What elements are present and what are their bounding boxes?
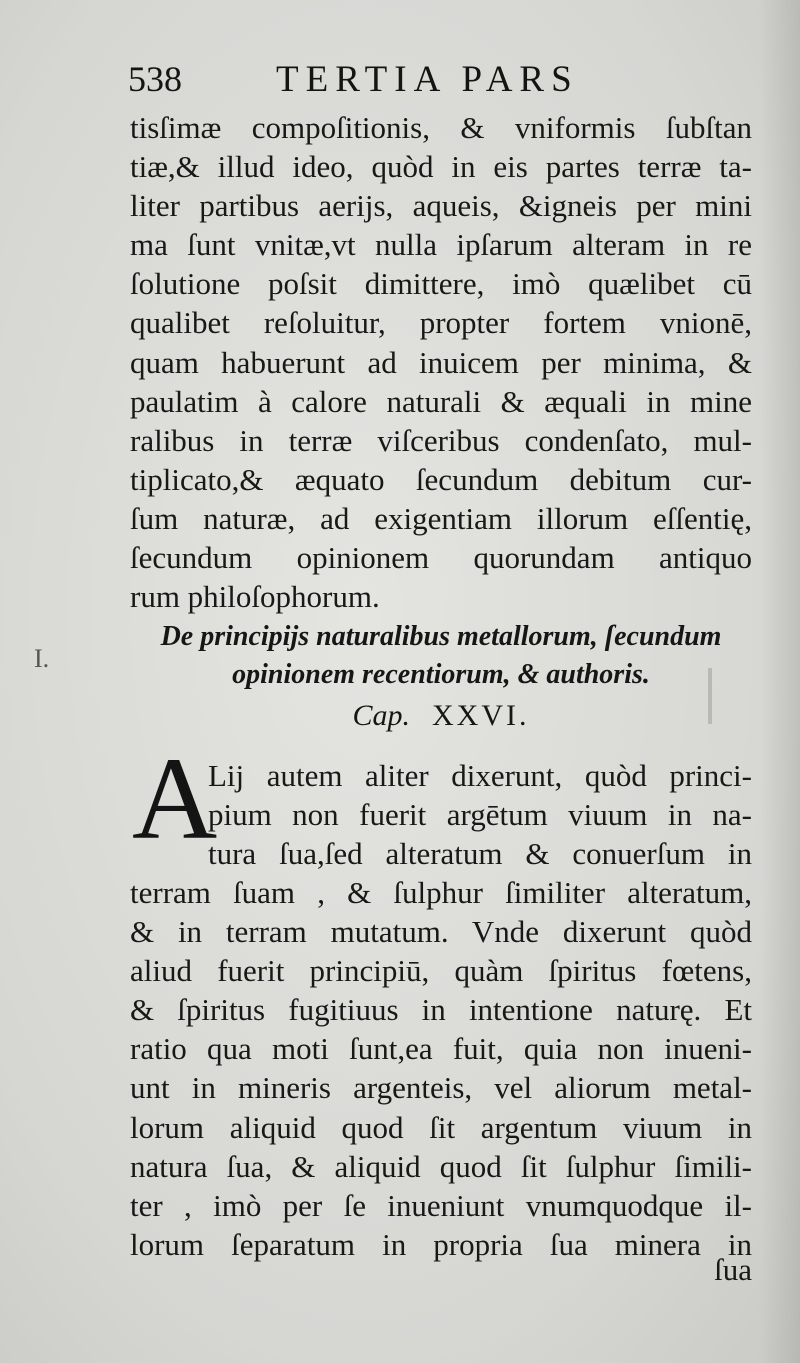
text-line: terram ſuam , & ſulphur ſimiliter alteratum, bbox=[130, 875, 752, 910]
text-line: lorum aliquid quod ſit argentum viuum in bbox=[130, 1109, 752, 1145]
bleed-through-mark bbox=[708, 668, 738, 724]
text-line: & ſpiritus fugitiuus in intentione naturę. Et bbox=[130, 992, 752, 1028]
text-line: lorum ſeparatum in propria ſua minera in bbox=[130, 1226, 752, 1262]
text-line: natura ſua, & aliquid quod ſit ſulphur ſimili- bbox=[130, 1148, 752, 1184]
text-block-1 bbox=[130, 108, 752, 616]
text-line: ratio qua moti ſunt,ea fuit, quia non inueni- bbox=[130, 1031, 752, 1067]
text-line: rum philoſophorum. bbox=[130, 579, 380, 615]
chapter-heading bbox=[130, 618, 752, 738]
text-line: tiæ,& illud ideo, quòd in eis partes terræ ta- bbox=[130, 149, 752, 185]
chapter-number bbox=[130, 694, 752, 738]
text-line: Lij autem aliter dixerunt, quòd princi- bbox=[208, 758, 752, 793]
text-line: ſecundum opinionem quorundam antiquo bbox=[130, 540, 752, 576]
text-block-3 bbox=[130, 873, 752, 1264]
text-line: qualibet reſoluitur, propter fortem vnionē, bbox=[130, 305, 752, 341]
chapter-title-line: opinionem recentiorum, & authoris. bbox=[232, 659, 650, 690]
catchword: ſua bbox=[714, 1252, 752, 1287]
text-line: pium non fuerit argētum viuum in na- bbox=[208, 797, 752, 833]
text-line: liter partibus aerijs, aqueis, &igneis per mini bbox=[130, 188, 752, 224]
text-line: tiplicato,& æquato ſecundum debitum cur- bbox=[130, 461, 752, 497]
text-line: paulatim à calore naturali & æquali in mine bbox=[130, 383, 752, 419]
text-line: ma ſunt vnitæ,vt nulla ipſarum alteram in re bbox=[130, 227, 752, 263]
text-line: quam habuerunt ad inuicem per minima, & bbox=[130, 344, 752, 380]
text-line: ſolutione poſsit dimittere, imò quælibet cū bbox=[130, 266, 752, 302]
text-block-2 bbox=[208, 756, 752, 873]
running-head: TERTIA PARS bbox=[276, 59, 579, 100]
page-number: 538 bbox=[128, 59, 182, 99]
text-line: unt in mineris argenteis, vel aliorum metal- bbox=[130, 1070, 752, 1106]
text-line: ralibus in terræ viſceribus condenſato, mul- bbox=[130, 422, 752, 458]
text-line: ſum naturæ, ad exigentiam illorum eſſentię, bbox=[130, 500, 752, 536]
text-line: aliud fuerit principiū, quàm ſpiritus fœtens, bbox=[130, 953, 752, 989]
text-line: ter , imò per ſe inueniunt vnumquodque il- bbox=[130, 1187, 752, 1223]
margin-mark: I. bbox=[34, 644, 50, 673]
chapter-title-line: De principijs naturalibus metallorum, ſecundum bbox=[160, 621, 722, 652]
page-header bbox=[128, 58, 748, 102]
chapter-roman-numeral: XXVI. bbox=[432, 699, 530, 732]
text-line: tura ſua,ſed alteratum & conuerſum in bbox=[208, 836, 752, 872]
chapter-cap-label: Cap. bbox=[352, 699, 410, 732]
text-line: & in terram mutatum. Vnde dixerunt quòd bbox=[130, 914, 752, 950]
drop-cap-initial: A bbox=[132, 733, 218, 864]
text-line: tisſimæ compoſitionis, & vniformis ſubſtan bbox=[130, 110, 752, 145]
